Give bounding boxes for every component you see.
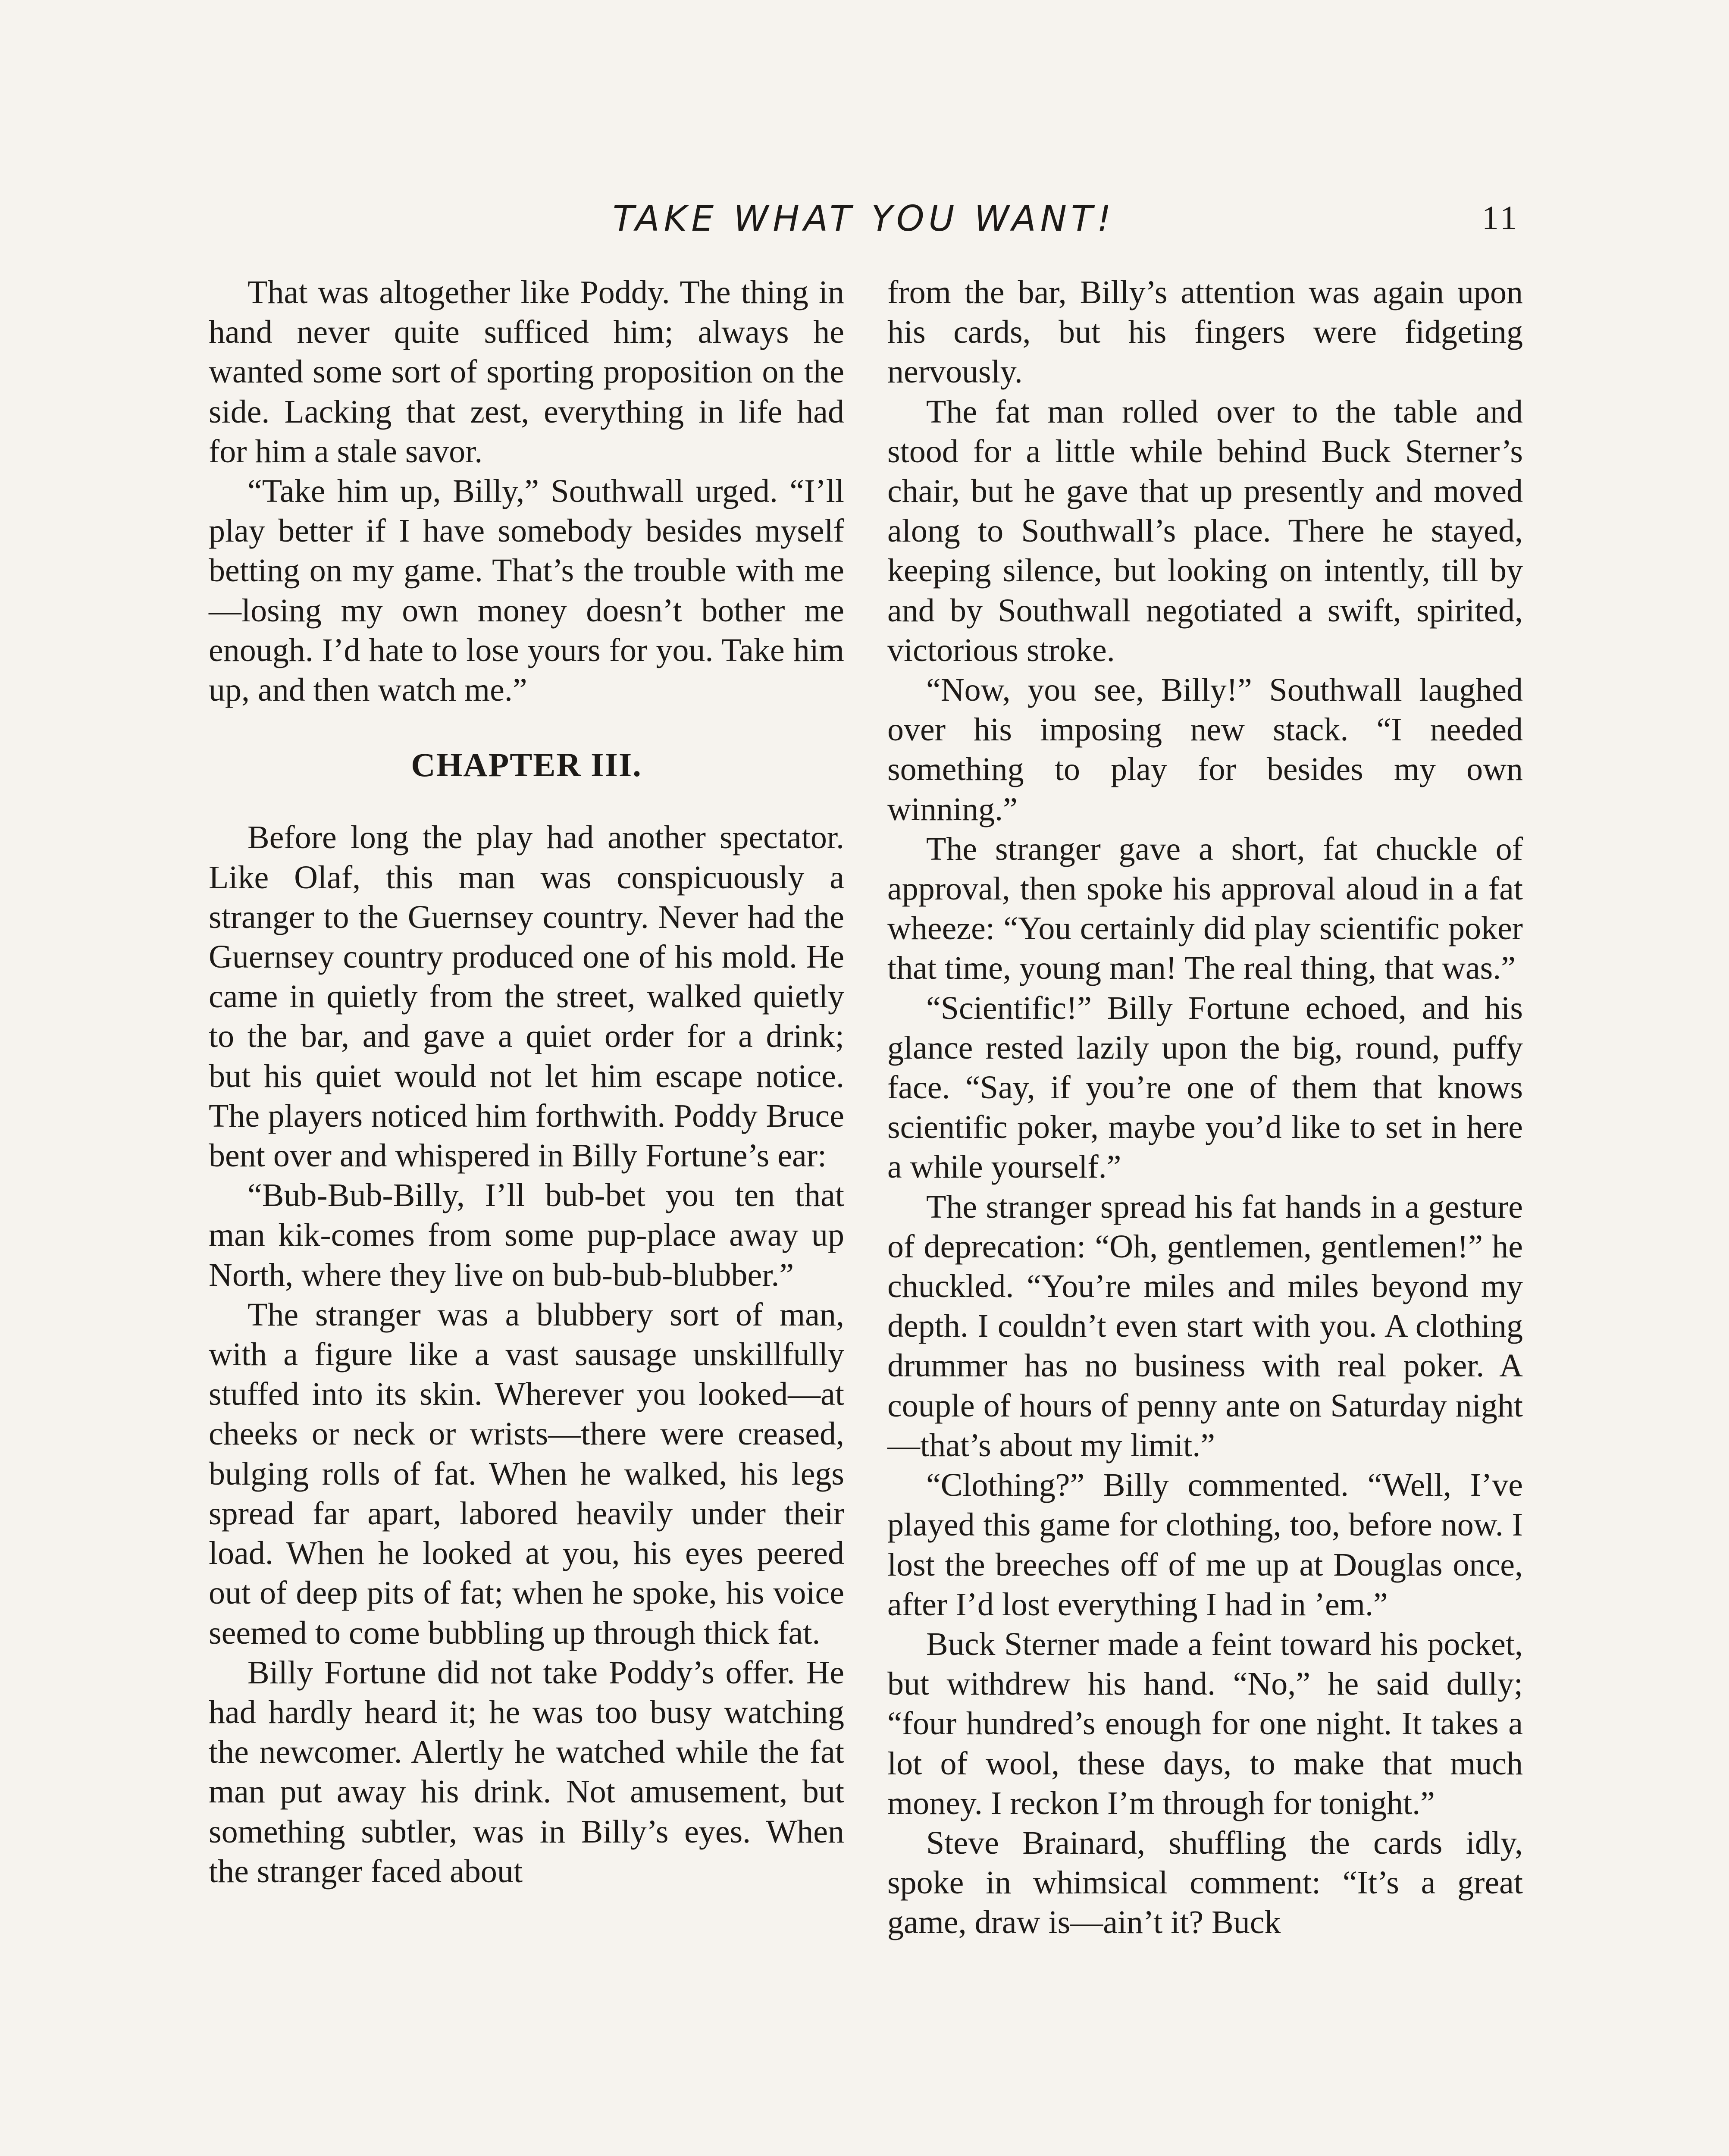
paragraph: Billy Fortune did not take Poddy’s offer. He had hardly heard it; he was too busy watching the newcomer. Alertly he watched while the fat man put away his drink. Not amusement, but something subtler, was in Billy’s eyes. When the stranger faced about — [209, 1654, 844, 1890]
page-number: 11 — [1482, 199, 1519, 236]
running-title: TAKE WHAT YOU WANT! — [613, 198, 1115, 239]
paragraph: Steve Brainard, shuffling the cards idly, spoke in whimsical comment: “It’s a great game, draw is—ain’t it? Buck — [887, 1824, 1523, 1941]
left-column — [209, 273, 844, 1891]
paragraph: The stranger gave a short, fat chuckle of approval, then spoke his approval aloud in a fat wheeze: “You certainly did play scientific poker that time, young man! The real thing, that was.” — [887, 830, 1523, 987]
paragraph: “Take him up, Billy,” Southwall urged. “I’ll play better if I have somebody besides myself betting on my game. That’s the trouble with me—losing my own money doesn’t bother me enough. I’d hate to lose yours for you. Take him up, and then watch me.” — [209, 473, 844, 708]
chapter-heading: CHAPTER III. — [411, 746, 642, 784]
paragraph: “Bub-Bub-Billy, I’ll bub-bet you ten that man kik-comes from some pup-place away up North, where they live on bub-bub-blubber.” — [209, 1177, 844, 1293]
paragraph: That was altogether like Poddy. The thing in hand never quite sufficed him; always he wanted some sort of sporting proposition on the side. Lacking that zest, everything in life had for him a stale savor. — [209, 274, 844, 470]
paragraph: The stranger spread his fat hands in a gesture of deprecation: “Oh, gentlemen, gentlemen!” he chuckled. “You’re miles and miles beyond my depth. I couldn’t even start with you. A clothing drummer has no business with real poker. A couple of hours of penny ante on Saturday night—that’s about my limit.” — [887, 1188, 1523, 1463]
paragraph: “Now, you see, Billy!” Southwall laughed over his imposing new stack. “I needed something to play for besides my own winning.” — [887, 672, 1523, 827]
running-head — [209, 198, 1519, 263]
right-column — [887, 273, 1523, 1943]
paragraph: The fat man rolled over to the table and stood for a little while behind Buck Sterner’s chair, but he gave that up presently and moved along to Southwall’s place. There he stayed, keeping silence, but looking on intently, till by and by Southwall negotiated a swift, spirited, victorious stroke. — [887, 393, 1523, 668]
paragraph: “Clothing?” Billy commented. “Well, I’ve played this game for clothing, too, before now. I lost the breeches off of me up at Douglas once, after I’d lost everything I had in ’em.” — [887, 1467, 1523, 1623]
paragraph: from the bar, Billy’s attention was again upon his cards, but his fingers were fidgeting nervously. — [887, 274, 1523, 390]
paragraph: “Scientific!” Billy Fortune echoed, and his glance rested lazily upon the big, round, puffy face. “Say, if you’re one of them that knows scientific poker, maybe you’d like to set in here a while yourself.” — [887, 990, 1523, 1185]
paragraph: The stranger was a blubbery sort of man, with a figure like a vast sausage unskillfully stuffed into its skin. Wherever you looked—at cheeks or neck or wrists—there were creased, bulging rolls of fat. When he walked, his legs spread far apart, labored heavily under their load. When he looked at you, his eyes peered out of deep pits of fat; when he spoke, his voice seemed to come bubbling up through thick fat. — [209, 1296, 844, 1651]
paragraph: Buck Sterner made a feint toward his pocket, but withdrew his hand. “No,” he said dully; “four hundred’s enough for one night. It takes a lot of wool, these days, to make that much money. I reckon I’m through for tonight.” — [887, 1626, 1523, 1821]
paragraph: Before long the play had another spectator. Like Olaf, this man was conspicuously a stranger to the Guernsey country. Never had the Guernsey country produced one of his mold. He came in quietly from the street, walked quietly to the bar, and gave a quiet order for a drink; but his quiet would not let him escape notice. The players noticed him forthwith. Poddy Bruce bent over and whispered in Billy Fortune’s ear: — [209, 819, 844, 1174]
